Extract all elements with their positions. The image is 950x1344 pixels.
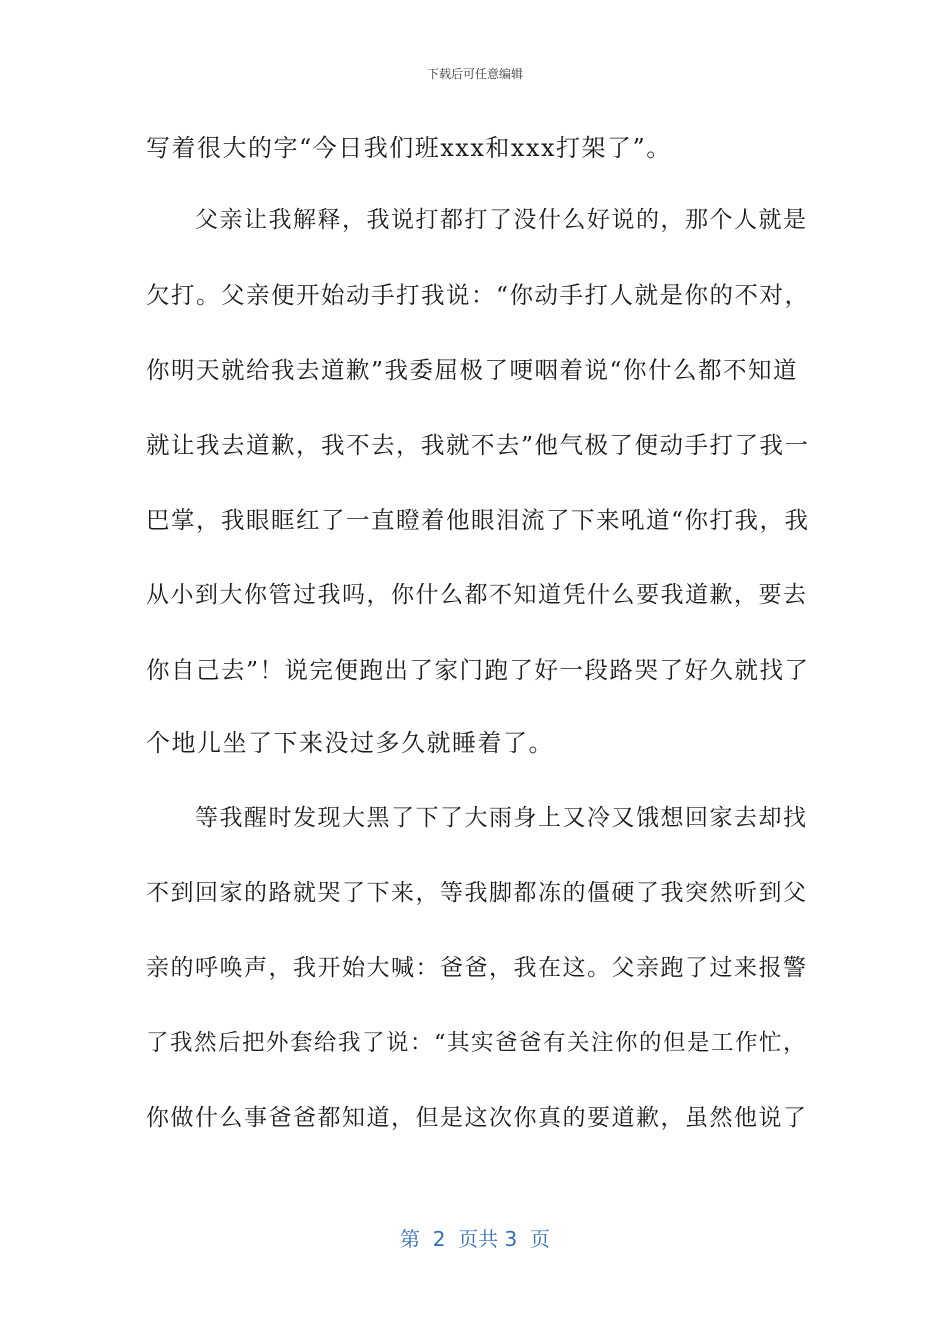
text-line: 你自己去”！说完便跑出了家门跑了好一段路哭了好久就找了 [146, 656, 810, 684]
text-line: 写着很大的字“今日我们班xxx和xxx打架了”。 [146, 134, 672, 162]
text-line: 父亲让我解释，我说打都打了没什么好说的，那个人就是 [146, 207, 808, 233]
text-line: 个地儿坐了下来没过多久就睡着了。 [146, 729, 554, 757]
text-line: 你明天就给我去道歉”我委屈极了哽咽着说“你什么都不知道 [146, 356, 799, 384]
text-line: 了我然后把外套给我了说：“其实爸爸有关注你的但是工作忙， [146, 1030, 808, 1056]
text-line: 等我醒时发现大黑了下了大雨身上又冷又饿想回家去却找 [146, 805, 808, 831]
text-line: 巴掌，我眼眶红了一直瞪着他眼泪流了下来吼道“你打我，我 [146, 506, 810, 534]
text-line: 不到回家的路就哭了下来，等我脚都冻的僵硬了我突然听到父 [146, 880, 808, 906]
text-line: 从小到大你管过我吗，你什么都不知道凭什么要我道歉，要去 [146, 582, 808, 608]
page-number-footer: 第 2 页共 3 页 [400, 1227, 550, 1251]
text-line: 你做什么事爸爸都知道，但是这次你真的要道歉，虽然他说了 [146, 1105, 808, 1131]
text-line: 欠打。父亲便开始动手打我说：“你动手打人就是你的不对， [146, 281, 810, 309]
text-line: 亲的呼唤声，我开始大喊：爸爸，我在这。父亲跑了过来报警 [146, 955, 808, 981]
text-line: 就让我去道歉，我不去，我就不去”他气极了便动手打了我一 [146, 431, 810, 459]
page-header: 下载后可任意编辑 [426, 67, 523, 81]
